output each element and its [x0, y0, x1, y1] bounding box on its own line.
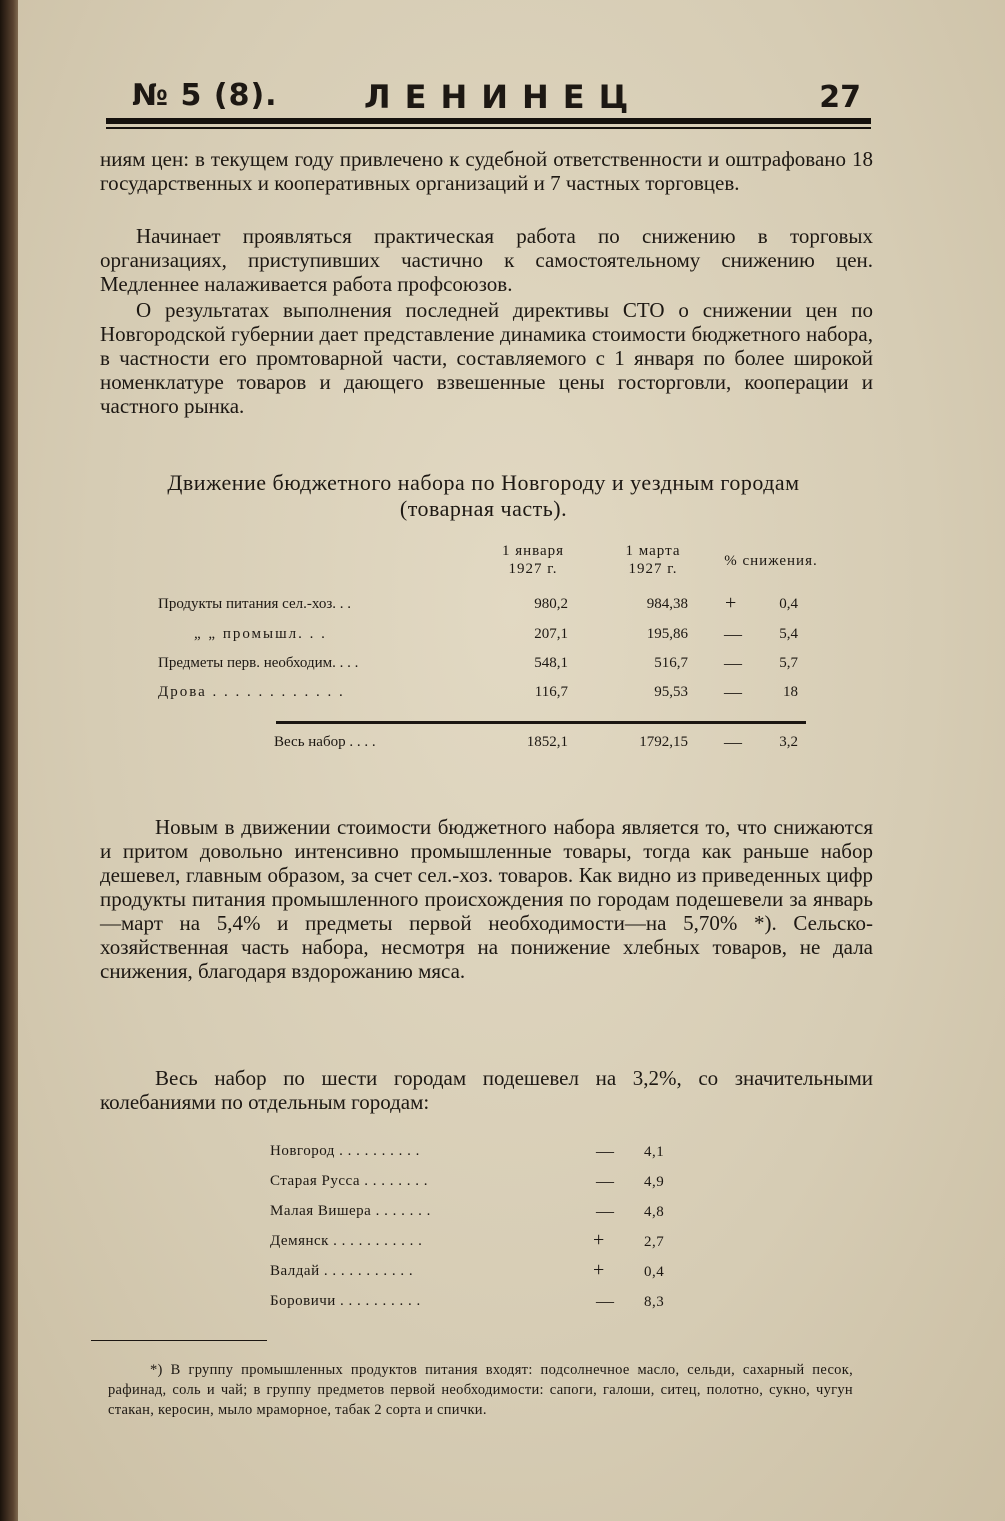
journal-title: ЛЕНИНЕЦ: [364, 78, 643, 116]
city-name: Боровичи . . . . . . . . . .: [270, 1293, 421, 1309]
total-jan-value: 1852,1: [526, 734, 568, 750]
row-jan-value: 548,1: [534, 655, 568, 671]
paragraph-industrial-goods: [100, 815, 873, 983]
city-value: 4,1: [644, 1144, 665, 1160]
col-header-january: [478, 542, 588, 578]
row-jan-value: 980,2: [534, 596, 568, 612]
city-sign: —: [596, 1291, 615, 1311]
city-sign: +: [593, 1229, 605, 1251]
paragraph-six-cities: [100, 1066, 873, 1114]
row-label: Дрова . . . . . . . . . . . .: [158, 684, 345, 700]
total-label: Весь набор . . . .: [274, 734, 376, 750]
row-mar-value: 95,53: [654, 684, 688, 700]
total-mar-value: 1792,15: [639, 734, 688, 750]
row-mar-value: 516,7: [654, 655, 688, 671]
row-percent: 18: [783, 684, 798, 700]
footnote: [108, 1360, 853, 1420]
row-sign: —: [724, 624, 742, 644]
row-jan-value: 116,7: [534, 684, 568, 700]
total-percent: 3,2: [779, 734, 798, 750]
col-header-march: [598, 542, 708, 578]
city-value: 8,3: [644, 1294, 665, 1310]
row-mar-value: 195,86: [646, 626, 688, 642]
table-title-line1: Движение бюджетного набора по Новгороду и уездным городам: [167, 470, 800, 495]
budget-table: [18, 0, 1005, 800]
paragraph-text: Начинает проявляться практическая работа по снижению в торговых организациях, приступивших частично к самостоятельному снижению цен. Медленнее налаживается работа профсоюзов.: [100, 224, 873, 296]
col-header-percent: % снижения.: [724, 553, 818, 569]
footnote-text: *) В группу промышленных продуктов питания входят: подсолнечное масло, сельди, сахарный песок, рафинад, соль и чай; в группу предметов первой необходимости: сапоги, галоши, ситец, полотно, сукно, чугун стакан, керосин, мыло мраморное, табак 2 сорта и спички.: [108, 1362, 853, 1418]
city-value: 0,4: [644, 1264, 665, 1280]
city-sign: —: [596, 1171, 615, 1191]
row-label: „ „ промышл. . .: [194, 626, 327, 642]
city-name: Новгород . . . . . . . . . .: [270, 1143, 420, 1159]
row-label: Продукты питания сел.-хоз. . .: [158, 596, 351, 612]
paragraph-text: ниям цен: в текущем году привлечено к судебной ответственности и оштрафовано 18 государственных и кооперативных организаций и 7 частных торговцев.: [100, 147, 873, 195]
row-label: Предметы перв. необходим. . . .: [158, 655, 359, 671]
total-sign: —: [724, 732, 742, 752]
row-mar-value: 984,38: [646, 596, 688, 612]
row-percent: 5,4: [779, 626, 798, 642]
city-sign: —: [596, 1201, 615, 1221]
row-sign: —: [724, 682, 742, 702]
city-value: 4,9: [644, 1174, 665, 1190]
table-title-line2: (товарная часть).: [399, 496, 568, 521]
col-header-jan-line2: 1927 г.: [508, 561, 558, 577]
col-header-mar-line2: 1927 г.: [628, 561, 678, 577]
city-name: Старая Русса . . . . . . . .: [270, 1173, 429, 1189]
city-sign: —: [596, 1141, 615, 1161]
row-sign: +: [725, 592, 737, 614]
row-percent: 0,4: [779, 596, 798, 612]
city-name: Валдай . . . . . . . . . . .: [270, 1263, 414, 1279]
paragraph-text: Новым в движении стоимости бюджетного набора является то, что снижаются и притом довольно интенсивно промышленные товары, тогда как раньше набор дешевел, главным образом, за счет сел.-хоз. товаров. Как видно из приведенных цифр продукты питания промышленного происхождения по городам подешевели за январь—март на 5,4% и предметы первой необходимости—на 5,70% *). Сельско-хозяйственная часть набора, несмотря на понижение хлебных товаров, не дала снижения, благодаря вздорожанию мяса.: [100, 815, 873, 983]
paragraph-text: О результатах выполнения последней директивы СТО о снижении цен по Новгородской губернии дает представление динамика стоимости бюджетного набора, в частности его промтоварной части, составляемого с 1 января по более широкой номенклатуре товаров и дающего взвешенные цены госторговли, кооперации и частного рынка.: [100, 298, 873, 418]
city-value: 2,7: [644, 1234, 665, 1250]
table-total-rule: [276, 721, 806, 724]
city-value: 4,8: [644, 1204, 665, 1220]
issue-number: № 5 (8).: [132, 78, 278, 113]
row-percent: 5,7: [779, 655, 798, 671]
city-name: Демянск . . . . . . . . . . .: [270, 1233, 423, 1249]
city-name: Малая Вишера . . . . . . .: [270, 1203, 431, 1219]
paragraph-text: Весь набор по шести городам подешевел на 3,2%, со значительными колебаниями по отдельным городам:: [100, 1066, 873, 1114]
row-jan-value: 207,1: [534, 626, 568, 642]
col-header-mar-line1: 1 марта: [625, 543, 681, 559]
footnote-rule: [91, 1340, 267, 1341]
journal-page: [18, 0, 1005, 1521]
row-sign: —: [724, 653, 742, 673]
page-number: 27: [819, 80, 861, 115]
city-sign: +: [593, 1259, 605, 1281]
col-header-jan-line1: 1 января: [501, 543, 565, 559]
